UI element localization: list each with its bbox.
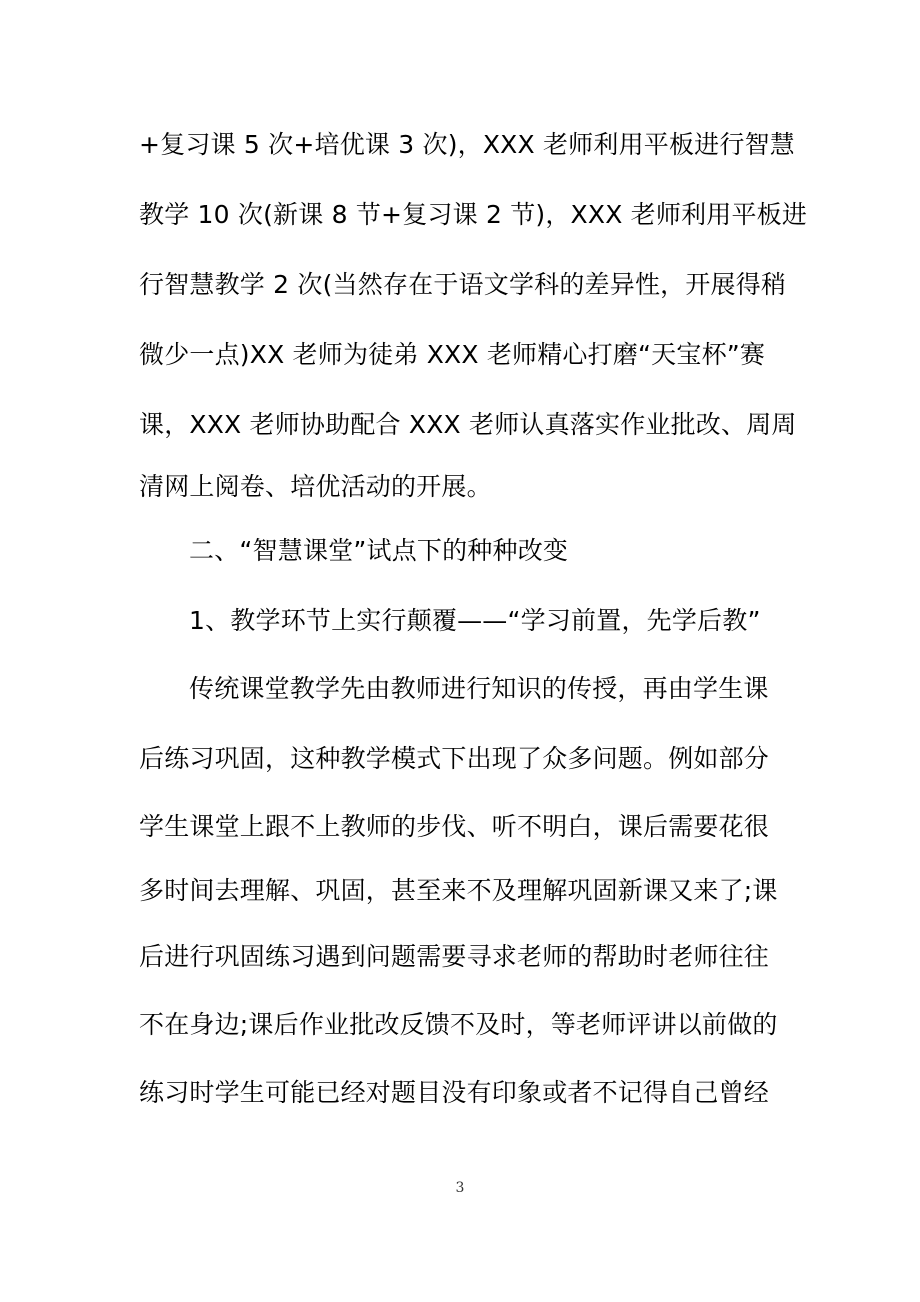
paragraph-line: 多时间去理解、巩固，甚至来不及理解巩固新课又来了;课 [139, 876, 778, 905]
body-text-line: 教学 10 次(新课 8 节+复习课 2 节)，XXX 老师利用平板进 [139, 200, 808, 229]
subsection-heading: 1、教学环节上实行颠覆——“学习前置，先学后教” [189, 606, 761, 635]
paragraph-line: 传统课堂教学先由教师进行知识的传授，再由学生课 [189, 674, 769, 703]
body-text-line: 清网上阅卷、培优活动的开展。 [139, 472, 492, 501]
paragraph-line: 学生课堂上跟不上教师的步伐、听不明白，课后需要花很 [139, 812, 770, 841]
body-text-line: 课，XXX 老师协助配合 XXX 老师认真落实作业批改、周周 [139, 410, 797, 439]
page-number: 3 [455, 1180, 465, 1196]
paragraph-line: 练习时学生可能已经对题目没有印象或者不记得自己曾经 [139, 1078, 770, 1107]
paragraph-line: 后练习巩固，这种教学模式下出现了众多问题。例如部分 [139, 744, 770, 773]
body-text-line: 微少一点)XX 老师为徒弟 XXX 老师精心打磨“天宝杯”赛 [139, 340, 766, 369]
body-text-line: +复习课 5 次+培优课 3 次)，XXX 老师利用平板进行智慧 [139, 130, 795, 159]
body-text-line: 行智慧教学 2 次(当然存在于语文学科的差异性，开展得稍 [139, 270, 787, 299]
paragraph-line: 后进行巩固练习遇到问题需要寻求老师的帮助时老师往往 [139, 942, 770, 971]
section-heading: 二、“智慧课堂”试点下的种种改变 [189, 536, 569, 565]
paragraph-line: 不在身边;课后作业批改反馈不及时，等老师评讲以前做的 [139, 1010, 778, 1039]
